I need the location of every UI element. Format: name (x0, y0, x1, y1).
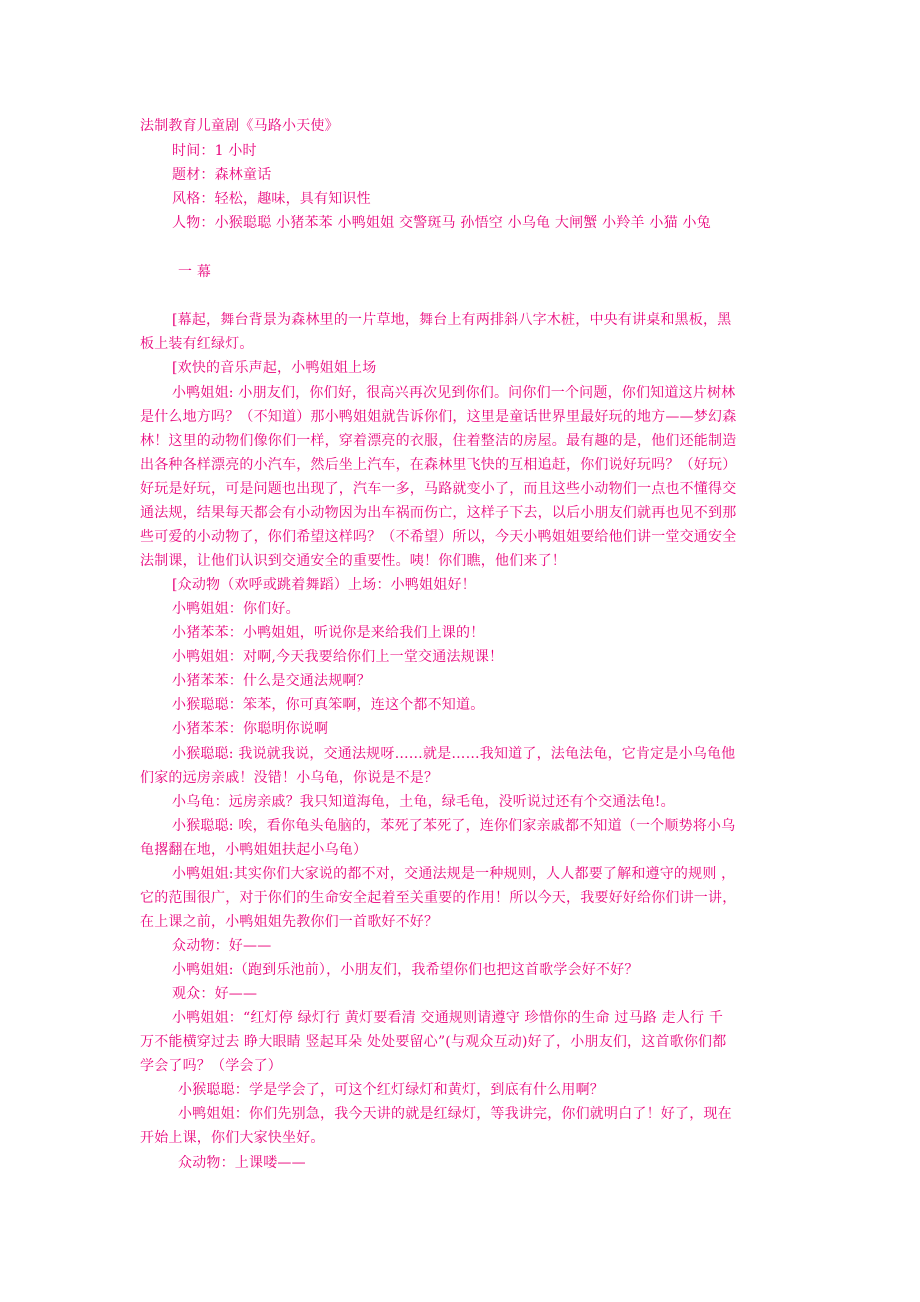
body-line: 法制课，让他们认识到交通安全的重要性。咦！你们瞧，他们来了！ (140, 553, 566, 569)
meta-theme: 题材：森林童话 (172, 167, 272, 183)
body-line: 小鸭姐姐: 小朋友们，你们好，很高兴再次见到你们。问你们一个问题，你们知道这片树林 (172, 385, 736, 401)
body-line: 小鸭姐姐:其实你们大家说的都不对，交通法规是一种规则，人人都要了解和遵守的规则 ， (172, 866, 736, 882)
body-line: 小猴聪聪: 唉，看你龟头龟脑的，苯死了苯死了，连你们家亲戚都不知道（一个顺势将小乌 (172, 818, 736, 834)
document-title: 法制教育儿童剧《马路小天使》 (140, 118, 339, 134)
body-line: 好玩是好玩，可是问题也出现了，汽车一多，马路就变小了，而且这些小动物们一点也不懂得交 (140, 481, 737, 497)
body-line: 学会了吗？（学会了） (140, 1058, 282, 1074)
body-line: 开始上课，你们大家快坐好。 (140, 1130, 325, 1146)
body-line: 小鸭姐姐：你们好。 (172, 601, 300, 617)
body-line: 龟撂翻在地，小鸭姐姐扶起小乌龟） (140, 842, 368, 858)
body-line: 小乌龟：远房亲戚？我只知道海龟，土龟，绿毛龟，没听说过还有个交通法龟!。 (172, 794, 675, 810)
body-line: 小鸭姐姐：你们先别急，我今天讲的就是红绿灯，等我讲完，你们就明白了！好了，现在 (178, 1106, 732, 1122)
body-line: 小猴聪聪：笨苯，你可真笨啊，连这个都不知道。 (172, 697, 485, 713)
body-line: 通法规，结果每天都会有小动物因为出车祸而伤亡，这样子下去，以后小朋友们就再也见不到那 (140, 505, 737, 521)
body-line: 众动物：好—— (172, 938, 272, 954)
body-line: 观众：好—— (172, 986, 258, 1002)
body-line: 它的范围很广，对于你们的生命安全起着至关重要的作用！所以今天，我要好好给你们讲一讲， (140, 890, 737, 906)
body-line: [众动物（欢呼或跳着舞蹈）上场：小鸭姐姐好！ (172, 577, 476, 593)
body-line: 小猪苯苯：你聪明你说啊 (172, 721, 329, 737)
body-line: 小鸭姐姐:（跑到乐池前），小朋友们，我希望你们也把这首歌学会好不好？ (172, 962, 639, 978)
meta-time: 时间：1 小时 (172, 143, 257, 159)
body-line: 林！这里的动物们像你们一样，穿着漂亮的衣服，住着整洁的房屋。最有趣的是，他们还能制造 (140, 433, 737, 449)
act-heading: 一 幕 (178, 264, 212, 280)
body-line: 小猪苯苯：什么是交通法规啊？ (172, 673, 371, 689)
body-line: 是什么地方吗？（不知道）那小鸭姐姐就告诉你们，这里是童话世界里最好玩的地方——梦幻森 (140, 409, 737, 425)
body-line: 小猪苯苯：小鸭姐姐，听说你是来给我们上课的！ (172, 625, 485, 641)
body-line: 小猴聪聪: 我说就我说，交通法规呀……就是……我知道了，法龟法龟，它肯定是小乌龟他 (172, 746, 736, 762)
body-line: 们家的远房亲戚！没错！小乌龟，你说是不是？ (140, 770, 439, 786)
body-line: 众动物：上课喽—— (178, 1155, 306, 1171)
body-line: 万不能横穿过去 睁大眼睛 竖起耳朵 处处要留心”(与观众互动)好了，小朋友们，这首歌你们都 (140, 1034, 727, 1050)
meta-characters: 人物：小猴聪聪 小猪苯苯 小鸭姐姐 交警斑马 孙悟空 小乌龟 大闸蟹 小羚羊 小猫 小兔 (172, 215, 711, 231)
body-line: [幕起，舞台背景为森林里的一片草地，舞台上有两排斜八字木桩，中央有讲桌和黑板，黑 (172, 312, 732, 328)
body-line: 在上课之前，小鸭姐姐先教你们一首歌好不好？ (140, 914, 439, 930)
meta-style: 风格：轻松，趣味，具有知识性 (172, 191, 371, 207)
body-line: 板上装有红绿灯。 (140, 336, 254, 352)
body-line: 小鸭姐姐：对啊,今天我要给你们上一堂交通法规课！ (172, 649, 504, 665)
body-line: 小鸭姐姐：“红灯停 绿灯行 黄灯要看清 交通规则请遵守 珍惜你的生命 过马路 走人行 千 (172, 1010, 724, 1026)
body-line: 出各种各样漂亮的小汽车，然后坐上汽车，在森林里飞快的互相追赶，你们说好玩吗？（好玩） (140, 457, 737, 473)
body-line: [欢快的音乐声起，小鸭姐姐上场 (172, 360, 377, 376)
body-line: 些可爱的小动物了，你们希望这样吗？（不希望）所以，今天小鸭姐姐要给他们讲一堂交通安全 (140, 529, 737, 545)
body-line: 小猴聪聪：学是学会了，可这个红灯绿灯和黄灯，到底有什么用啊？ (178, 1082, 604, 1098)
